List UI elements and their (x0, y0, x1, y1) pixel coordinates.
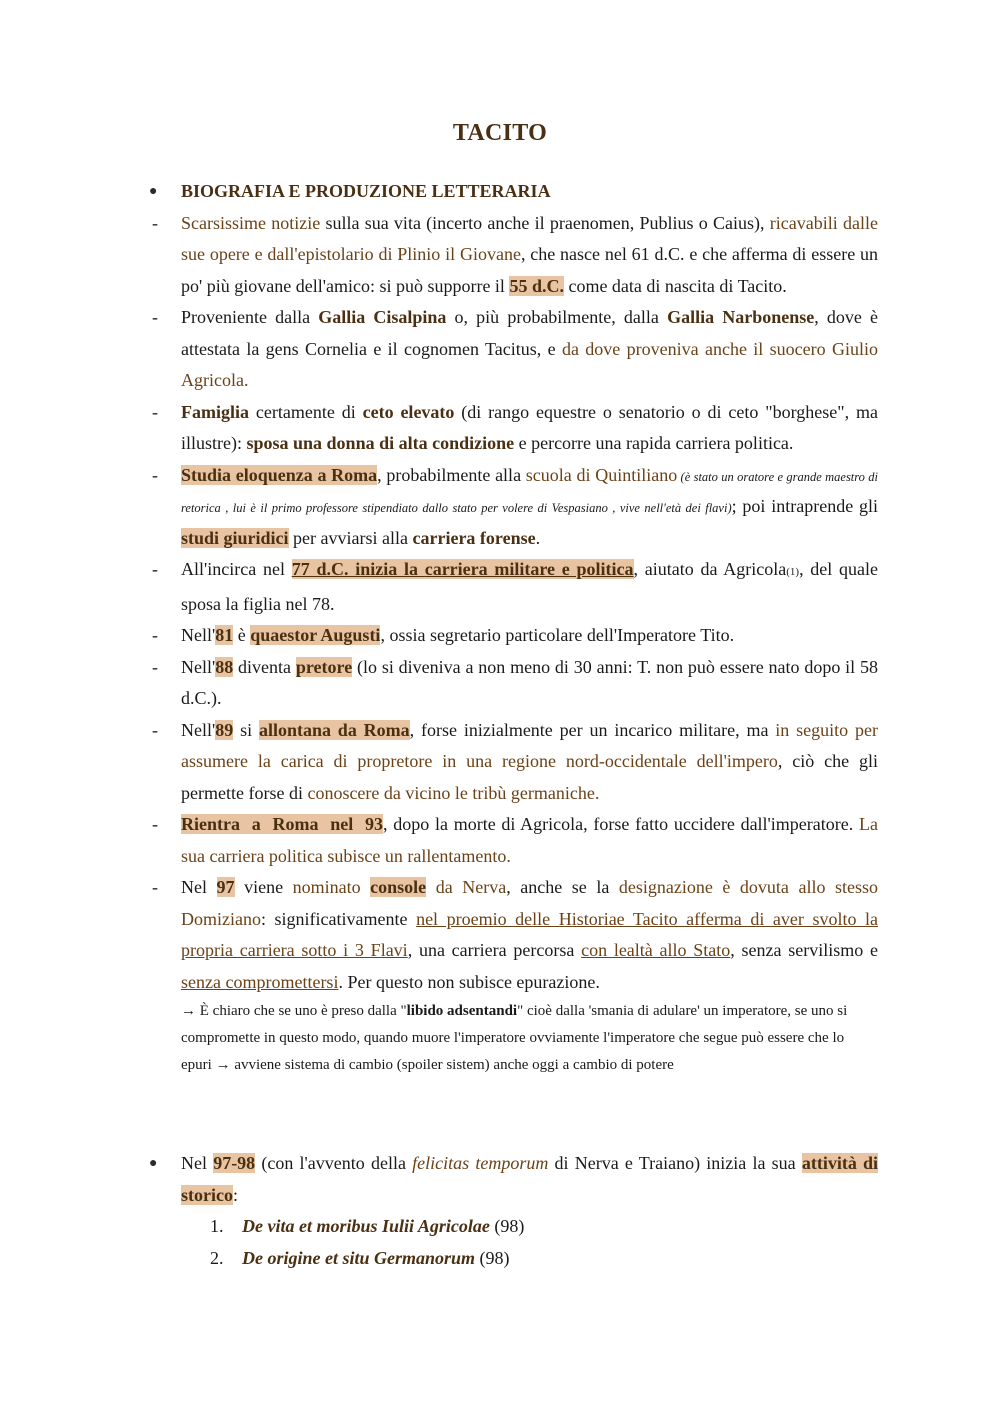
side-note: (è stato un oratore e grande maestro di retorica , lui è il primo professore stipendiato dallo stato per volere di Vespasiano , vive nell'età dei flavi) (181, 469, 878, 515)
text-span: (con l'avvento della (255, 1153, 413, 1173)
text-span: , del quale sposa la figlia nel 78. (181, 559, 879, 614)
list-item (152, 872, 878, 998)
dash-icon: - (152, 212, 158, 233)
text-span: , forse inizialmente per un incarico militare, ma (409, 719, 776, 740)
text-span: : significativamente (260, 908, 417, 929)
text-span: (di rango equestre o senatorio o di ceto "borghese", ma illustre): (181, 401, 878, 453)
text-span: Nell' (181, 625, 216, 645)
text-span: , ossia segretario particolare dell'Imperatore Tito. (380, 625, 735, 645)
keyword: sposa una donna di alta condizione (246, 433, 515, 453)
text-span: felicitas temporum (412, 1153, 549, 1173)
highlight: attività di storico (181, 1153, 879, 1205)
keyword: carriera forense (412, 527, 536, 548)
text-span: , anche se la (506, 877, 619, 897)
list-item (152, 1243, 878, 1275)
work-title: De origine et situ Germanorum (242, 1247, 476, 1268)
bullet-icon: ● (149, 1156, 158, 1171)
highlight: allontana da Roma (258, 719, 410, 740)
text-span: All'incirca nel (181, 559, 292, 579)
highlight: carriera militare e politica (424, 559, 634, 579)
underlined-text: senza compromettersi (181, 971, 339, 992)
text-span: . Per questo non subisce epurazione. (338, 971, 600, 992)
text-span: , dopo la morte di Agricola, forse fatto uccidere dall'imperatore. (382, 814, 860, 834)
text-span: " cioè dalla 'smania di adulare' un imperatore, se uno si compromette in questo modo, quando muore l'imperatore ovviamente l'imperatore che segue può essere che lo epuri → avviene sistema di cambio (spoiler sistem) anche oggi a cambio di potere (181, 1003, 848, 1073)
text-span: come data di nascita di Tacito. (563, 275, 787, 296)
list-item (152, 208, 878, 303)
text-span: per avviarsi alla (288, 527, 413, 548)
highlight: quaestor Augusti (250, 625, 381, 645)
list-item (152, 460, 878, 555)
section-heading: BIOGRAFIA E PRODUZIONE LETTERARIA (181, 181, 551, 201)
dash-icon: - (152, 464, 158, 485)
text-span (426, 877, 436, 897)
list-item (152, 620, 878, 652)
work-year: (98) (475, 1247, 510, 1268)
text-span: designazione è dovuta allo stesso Domiziano (181, 877, 878, 929)
keyword: libido adsentandi (406, 1003, 518, 1019)
highlight: pretore (295, 656, 353, 677)
work-year: (98) (489, 1216, 525, 1236)
highlight: Studia eloquenza a Roma (181, 464, 378, 485)
works-list (152, 1211, 878, 1274)
text-span: , che nasce nel 61 d.C. e che afferma di essere un po' più giovane dell'amico: si può supporre il (181, 244, 879, 296)
text-span: diventa (233, 656, 296, 677)
text-span: in seguito per assumere la carica di propretore in una regione nord-occidentale dell'impero (181, 719, 878, 771)
highlight: 81 (215, 625, 234, 645)
text-span: ; poi intraprende gli (731, 496, 878, 516)
text-span: , aiutato da Agricola (633, 559, 787, 579)
text-span: , ciò che gli permette forse di (181, 751, 878, 803)
text-span: (lo si diveniva a non meno di 30 anni: T. non può essere nato dopo il 58 d.C.). (181, 656, 878, 708)
keyword: Gallia Cisalpina (318, 307, 447, 327)
section-biografia (149, 176, 879, 1079)
text-span: conoscere da vicino le tribù germaniche. (307, 782, 600, 803)
highlight: 88 (215, 656, 234, 677)
footnote-ref: (1) (786, 566, 800, 578)
text-span: ricavabili dalle sue opere e dall'epistolario di Plinio il Giovane (181, 212, 878, 264)
work-title: De vita et moribus Iulii Agricolae (242, 1216, 490, 1236)
text-span: viene (234, 877, 293, 897)
note-paragraph (152, 998, 878, 1079)
text-span: sulla sua vita (incerto anche il praenomen, Publius o Caius), (320, 212, 770, 233)
text-span: Proveniente dalla (181, 307, 319, 327)
dash-icon: - (152, 559, 158, 579)
keyword: Gallia Narbonense (667, 307, 815, 327)
text-span: si (233, 719, 259, 740)
list-item (152, 652, 878, 715)
list-item (152, 554, 878, 620)
text-span: da dove proveniva anche il suocero Giulio Agricola. (181, 338, 878, 390)
highlight: Rientra a Roma nel 93 (181, 814, 383, 834)
text-span: scuola di Quintiliano (525, 464, 678, 485)
highlight: 77 d.C. inizia la (291, 559, 425, 579)
text-span (361, 877, 371, 897)
text-span: , una carriera percorsa (407, 940, 582, 960)
list-item (152, 715, 878, 810)
text-span: Nell' (181, 656, 216, 677)
text-span: : (232, 1184, 238, 1205)
underlined-text: con lealtà allo Stato (581, 940, 731, 960)
text-span: Scarsissime notizie (181, 212, 321, 233)
text-span: è (233, 625, 251, 645)
list-item (152, 302, 878, 397)
text-span: e percorre una rapida carriera politica. (514, 433, 794, 453)
bullet-icon: ● (149, 184, 158, 199)
text-span: nominato (292, 877, 361, 897)
text-span: o, più probabilmente, dalla (446, 307, 668, 327)
text-span: → È chiaro che se uno è preso dalla " (181, 1003, 407, 1019)
list-item (149, 1148, 879, 1211)
text-span: . (535, 527, 541, 548)
highlight: studi giuridici (181, 527, 289, 548)
list-item (152, 1211, 878, 1243)
text-span: La sua carriera politica subisce un rallentamento. (181, 814, 878, 866)
keyword: ceto elevato (362, 401, 455, 422)
dash-icon: - (152, 877, 158, 897)
highlight: 89 (215, 719, 234, 740)
highlight: 97-98 (213, 1153, 256, 1173)
list-number: 1. (210, 1216, 224, 1236)
dash-icon: - (152, 814, 158, 834)
dash-icon: - (152, 625, 158, 645)
text-span: da Nerva (435, 877, 507, 897)
text-span: , senza servilismo e (730, 940, 878, 960)
keyword: Famiglia (181, 401, 249, 422)
list-number: 2. (210, 1247, 224, 1268)
text-span: Nell' (181, 719, 216, 740)
text-span: , probabilmente alla (377, 464, 526, 485)
underlined-text: nel proemio delle Historiae Tacito afferma di aver svolto la propria carriera sotto i 3 Flavi (181, 908, 878, 960)
dash-icon: - (152, 656, 158, 677)
text-span: certamente di (249, 401, 363, 422)
text-span: Nel (181, 877, 217, 897)
section-storico (149, 1148, 879, 1274)
text-span: di Nerva e Traiano) inizia la sua (548, 1153, 802, 1173)
list-item (152, 397, 878, 460)
text-span: , dove è attestata la gens Cornelia e il cognomen Tacitus, e (181, 307, 878, 359)
list-item (152, 809, 878, 872)
text-span: Nel (181, 1153, 214, 1173)
page-title: TACITO (452, 120, 548, 146)
dash-icon: - (152, 401, 158, 422)
highlight: 55 d.C. (509, 275, 564, 296)
highlight: 97 (216, 877, 235, 897)
dash-icon: - (152, 307, 158, 327)
dash-icon: - (152, 719, 158, 740)
highlight: console (370, 877, 427, 897)
